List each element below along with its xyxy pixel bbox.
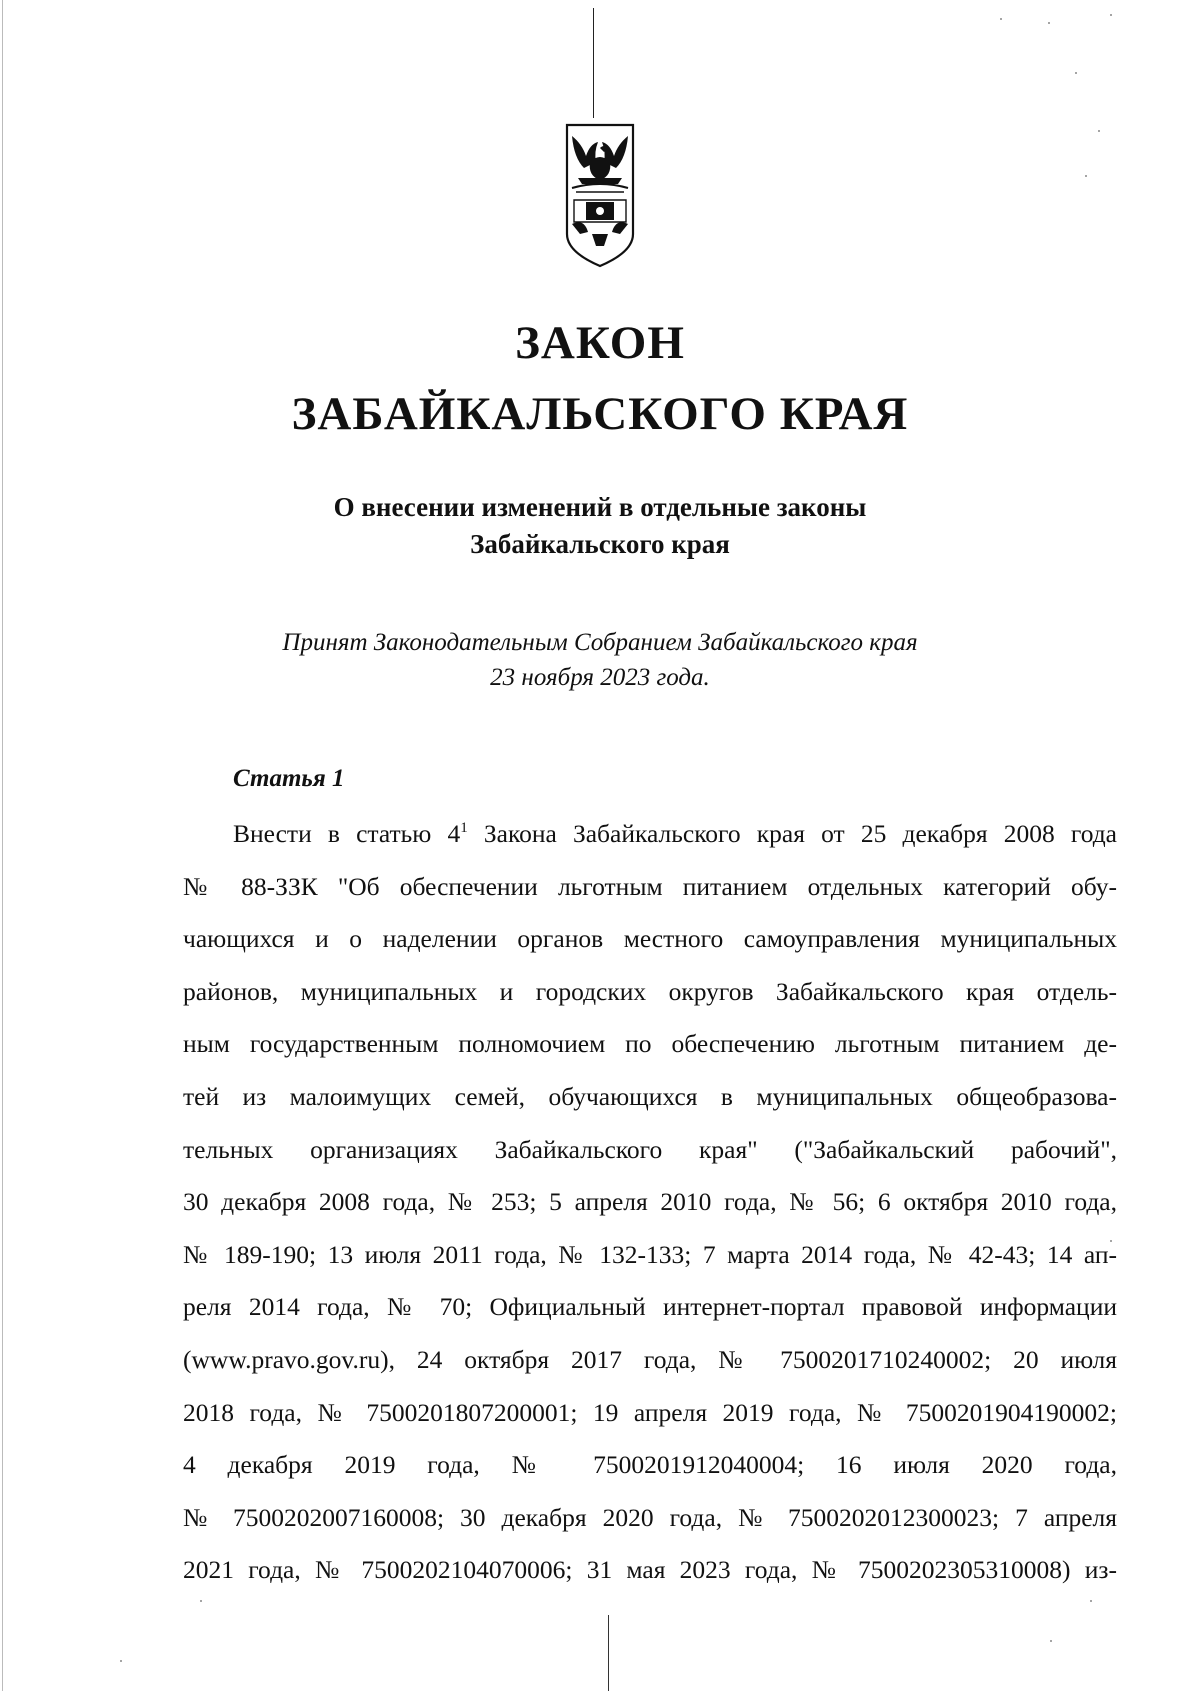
body-line: реля 2014 года, № 70; Официальный интернет-портал правовой информации — [183, 1292, 1117, 1322]
body-line: 4 декабря 2019 года, № 7500201912040004; 16 июля 2020 года, — [183, 1450, 1117, 1480]
body-line: районов, муниципальных и городских округов Забайкальского края отдель- — [183, 976, 1117, 1006]
body-line: 2018 года, № 7500201807200001; 19 апреля 2019 года, № 7500201904190002; — [183, 1397, 1117, 1427]
body-line: ным государственным полномочием по обеспечению льготным питанием де- — [183, 1029, 1117, 1059]
scan-speck — [1075, 72, 1077, 74]
scan-speck — [1110, 14, 1112, 16]
body-line: чающихся и о наделении органов местного самоуправления муниципальных — [183, 924, 1117, 954]
body-line: № 88-ЗЗК "Об обеспечении льготным питанием отдельных категорий обу- — [183, 871, 1117, 901]
coat-of-arms-icon — [564, 122, 636, 270]
body-line: тельных организациях Забайкальского края" ("Забайкальский рабочий", — [183, 1134, 1117, 1164]
scan-edge-line — [2, 0, 3, 1691]
scan-speck — [1090, 1600, 1092, 1602]
subtitle-line1: О внесении изменений в отдельные законы — [333, 492, 867, 522]
adoption-note-line1: Принят Законодательным Собранием Забайкальского края — [282, 629, 918, 656]
body-line: № 189-190; 13 июля 2011 года, № 132-133; 7 марта 2014 года, № 42-43; 14 ап- — [183, 1239, 1117, 1269]
article-heading: Статья 1 — [233, 765, 345, 792]
scan-speck — [1000, 18, 1002, 20]
article-body — [183, 808, 1117, 1597]
subtitle-line2: Забайкальского края — [470, 529, 730, 559]
binding-line-bottom — [608, 1615, 609, 1691]
body-line: 2021 года, № 7500202104070006; 31 мая 2023 года, № 7500202305310008) из- — [183, 1555, 1117, 1585]
scan-speck — [200, 1600, 202, 1602]
scan-speck — [1085, 175, 1087, 177]
document-subtitle — [0, 489, 1200, 563]
binding-line-top — [593, 8, 594, 118]
body-line: тей из малоимущих семей, обучающихся в муниципальных общеобразова- — [183, 1081, 1117, 1111]
document-title-line2: ЗАБАЙКАЛЬСКОГО КРАЯ — [291, 388, 909, 440]
scan-speck — [1098, 130, 1100, 132]
body-line: Внести в статью $4^1$ Закона Забайкальского края от 25 декабря 2008 года — [233, 819, 1117, 848]
body-line: 30 декабря 2008 года, № 253; 5 апреля 2010 года, № 56; 6 октября 2010 года, — [183, 1187, 1117, 1217]
adoption-note — [0, 625, 1200, 695]
scan-speck — [1050, 1640, 1052, 1642]
adoption-note-line2: 23 ноября 2023 года. — [490, 664, 710, 691]
scan-speck — [120, 1660, 122, 1662]
scan-speck — [1048, 22, 1050, 24]
document-title-line1: ЗАКОН — [515, 317, 685, 369]
body-line: № 7500202007160008; 30 декабря 2020 года, № 7500202012300023; 7 апреля — [183, 1502, 1117, 1532]
body-line: (www.pravo.gov.ru), 24 октября 2017 года, № 7500201710240002; 20 июля — [183, 1344, 1117, 1374]
